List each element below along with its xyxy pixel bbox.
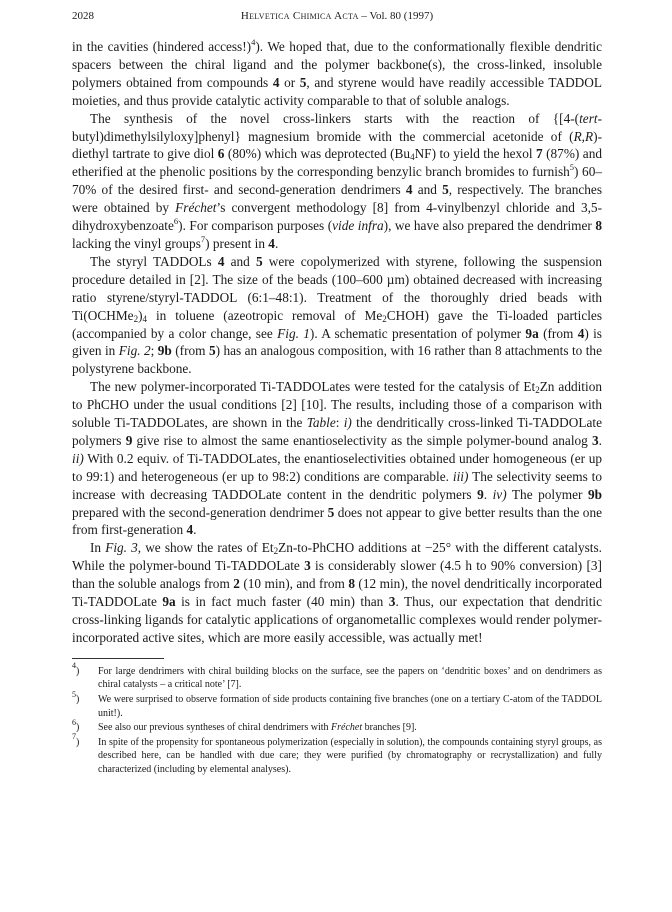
body-paragraph (72, 539, 602, 646)
footnote-number: 4 (72, 661, 76, 671)
text-run: . (598, 432, 602, 448)
text-run: vide infra (332, 218, 384, 234)
text-run: 9 (477, 486, 484, 502)
footnotes (72, 661, 602, 777)
text-run: ) (574, 164, 579, 180)
text-run: 9b (157, 343, 172, 359)
text-run: (from (171, 343, 209, 359)
text-run: The synthesis of the novel cross-linkers starts with the reaction of {[4-( (90, 110, 580, 126)
journal-name: Helvetica Chimica Acta (240, 10, 359, 22)
text-run: does not appear to give better results than the one from first-generation (72, 504, 603, 538)
text-run: . Thus, our expectation that dendritic cross-linking ligands for catalytic applications of organometallic complexes would render polymer-incorporated active sites, which are more easily accessible, was actually met! (72, 594, 602, 645)
text-run: The selectivity seems to increase with decreasing TADDOLate content in the dendritic polymers (72, 468, 602, 502)
text-run: ). A schematic presentation of polymer (309, 325, 526, 341)
text-run: Fig. 3 (105, 540, 138, 556)
text-run: 9 (125, 432, 133, 448)
text-run: . (483, 486, 493, 502)
text-run: 4 (410, 152, 415, 163)
text-run: 3 (388, 594, 396, 610)
text-run: For large dendrimers with chiral building blocks on the surface, see the papers on ‘dendritic boxes’ and on dendrimers as chiral catalysts – a critical note’ [7]. (98, 665, 602, 691)
text-run: 4 (577, 325, 585, 341)
text-run: See also our previous syntheses of chiral dendrimers with (98, 722, 332, 734)
text-run: 4 (405, 182, 413, 198)
text-run: We were surprised to observe formation of side products containing five branches (one on a tertiary C-atom of the TADDOL unit!). (98, 694, 602, 719)
text-run: Fréchet (331, 722, 363, 734)
text-run: 5 (327, 504, 335, 520)
paragraphs (72, 38, 602, 647)
text-run: ; (150, 343, 158, 359)
text-run: Fig. 1 (277, 325, 310, 341)
text-run: 6 (173, 216, 179, 227)
text-run: ii) (72, 450, 84, 466)
text-run: CHOH) gave the Ti-loaded particles (accompanied by a color change, see (72, 307, 602, 341)
text-run: give rise to almost the same enantioselectivity as the simple polymer-bound analog (132, 432, 593, 448)
text-run: ) (178, 218, 183, 234)
text-run: In (90, 540, 106, 556)
text-run: iii) (452, 468, 469, 484)
footnote-mark: $^7$) (72, 732, 80, 748)
text-run: 2 (233, 576, 240, 592)
journal-volume: – Vol. 80 (1997) (358, 10, 434, 22)
footnote-mark: $^5$) (72, 689, 80, 705)
text-run: 6 (217, 146, 225, 162)
body-paragraph (72, 38, 602, 110)
text-run: 5 (255, 253, 263, 269)
text-run: 2 (535, 385, 540, 396)
text-run: ) (205, 235, 210, 251)
text-run: 2 (382, 313, 387, 324)
text-run: 8 (595, 218, 602, 234)
text-run: The styryl TADDOLs (90, 253, 218, 269)
text-run: Fréchet (175, 200, 217, 216)
text-run: 5 (569, 162, 575, 173)
text-run: R,R (573, 128, 594, 144)
text-run: The new polymer-incorporated Ti-TADDOLates were tested for the catalysis of Et (90, 379, 536, 395)
text-run: 8 (348, 576, 355, 592)
text-run: (80%) which was deprotected (Bu (224, 146, 411, 162)
text-run: tert (579, 110, 598, 126)
footnote (72, 732, 602, 777)
running-header (72, 10, 602, 26)
text-run: and (224, 253, 256, 269)
text-run: In spite of the propensity for spontaneous polymerization (especially in solution), the compounds containing styryl groups, as described here, can be handled with due care; they were purified (by chromatography or recrystallization) and fully characterized (including by elemental analyses). (98, 736, 602, 775)
footnote (72, 689, 602, 720)
text-run: , respectively. The branches were obtained by (72, 182, 602, 216)
text-run: ) has an analogous composition, with 16 rather than 8 attachments to the polystyrene backbone. (72, 343, 602, 377)
text-run: ) (255, 39, 260, 54)
text-run: Table (306, 415, 336, 431)
text-run: Fig. 2 (118, 343, 151, 359)
text-run: Zn addition to PhCHO under the usual conditions [2] [10]. The results, including those of a comparison with soluble Ti-TADDOLates, are shown in the (72, 379, 602, 431)
text-run: (10 min), and from (239, 576, 349, 592)
text-run: 5 (442, 182, 449, 198)
text-run: (from (538, 325, 578, 341)
text-run: the dendritically cross-linked Ti-TADDOLate polymers (72, 415, 602, 448)
text-run: and (412, 182, 443, 198)
article-body (72, 38, 602, 778)
text-run: . We hoped that, due to the conformationally flexible dendritic spacers between the chiral ligand and the polymer backbone(s), the cross-linked, insoluble polymers obtained from compounds (72, 39, 602, 90)
footnote-text (98, 722, 417, 733)
body-paragraph (72, 378, 602, 539)
footnote (72, 717, 602, 735)
body-paragraph (72, 253, 602, 378)
text-run: 5 (208, 343, 216, 359)
text-run: ), we have also prepared the dendrimer (383, 218, 596, 234)
text-run: 60–70% of the desired first- and second-generation dendrimers (72, 164, 602, 198)
text-run: , and styrene would have readily accessible TADDOL moieties, and thus provide catalytic activity comparable to that of soluble analogs. (72, 74, 602, 108)
text-run: , we show the rates of Et (137, 540, 274, 556)
text-run: . (274, 235, 279, 251)
text-run: With 0.2 equiv. of Ti-TADDOLates, the enantioselectivities obtained under homogeneous (er up to 99:1) and heterogeneous (er up to 98:2) conditions are comparable. (72, 450, 602, 484)
text-run: 2 (133, 313, 139, 324)
text-run: 3 (592, 432, 599, 448)
text-run: 9b (587, 486, 603, 502)
text-run: 3 (304, 558, 311, 574)
text-run: ) (138, 307, 143, 323)
text-run: 4 (186, 522, 194, 538)
text-run: 7 (200, 234, 206, 245)
text-run: or (279, 74, 300, 90)
journal-line (72, 10, 602, 22)
text-run: The polymer (506, 486, 588, 502)
text-run: NF) to yield the hexol (414, 146, 536, 162)
text-run: 4 (251, 37, 256, 48)
text-run: )-diethyl tartrate to give diol (72, 128, 602, 162)
text-run: 7 (536, 146, 543, 162)
footnote (72, 661, 602, 692)
text-run: (87%) and etherified at the phenolic positions by the corresponding benzylic branch bromides to furnish (72, 146, 602, 180)
footnote-rule (72, 658, 164, 659)
text-run: 4 (272, 74, 280, 90)
footnote-text (98, 694, 602, 719)
text-run: . (193, 522, 197, 538)
text-run: 9a (162, 594, 176, 610)
text-run: (12 min), the novel dendritically incorporated Ti-TADDOLate (72, 576, 602, 610)
text-run: -butyl)dimethylsilyloxy]phenyl} magnesium bromide with the commercial acetonide of ( (72, 110, 602, 144)
text-run: : (335, 415, 344, 431)
text-run: present in (209, 235, 269, 251)
page-number: 2028 (72, 10, 94, 22)
text-run: in toluene (azeotropic removal of Me (147, 307, 383, 323)
text-run: 4 (268, 235, 275, 251)
footnote-text (98, 666, 602, 691)
footnote-number: 6 (72, 717, 76, 727)
text-run: 4 (142, 313, 148, 324)
footnote-mark: $^4$) (72, 661, 80, 677)
text-run: lacking the vinyl groups (72, 235, 201, 251)
text-run: is considerably slower (4.5 h to 90% conversion) [3] than the soluble analogs from (72, 558, 602, 592)
text-run: prepared with the second-generation dendrimer (72, 504, 328, 520)
footnote-mark: $^6$) (72, 717, 80, 734)
text-run: in the cavities (hindered access!) (72, 39, 252, 54)
text-run: is in fact much faster (40 min) than (175, 594, 389, 610)
text-run: . For comparison purposes ( (182, 218, 333, 234)
text-run: ’s convergent methodology [8] from 4-vinylbenzyl chloride and 3,5-dihydroxybenzoate (72, 200, 603, 234)
text-run: 5 (299, 74, 307, 90)
footnote-number: 7 (72, 732, 76, 742)
text-run: 4 (217, 253, 225, 269)
text-run: were copolymerized with styrene, following the suspension procedure detailed in [2]. The size of the beads (100–600 µm) obtained decreased with increasing ratio styrene/styryl-TADDOL (6:1–48:1). Treatment of the thoroughly dried beads with Ti(OCHMe (72, 253, 602, 323)
text-run: branches [9]. (362, 722, 417, 734)
footnote-text (98, 737, 602, 775)
text-run: iv) (492, 486, 507, 502)
text-run: ) is given in (72, 325, 602, 359)
body-paragraph (72, 110, 602, 253)
footnote-number: 5 (72, 689, 76, 699)
text-run: Zn-to-PhCHO additions at −25° with the different catalysts. While the polymer-bound Ti-TADDOLate (72, 540, 602, 574)
text-run: 9a (525, 325, 539, 341)
text-run: i) (343, 415, 352, 431)
text-run: 2 (273, 546, 279, 557)
